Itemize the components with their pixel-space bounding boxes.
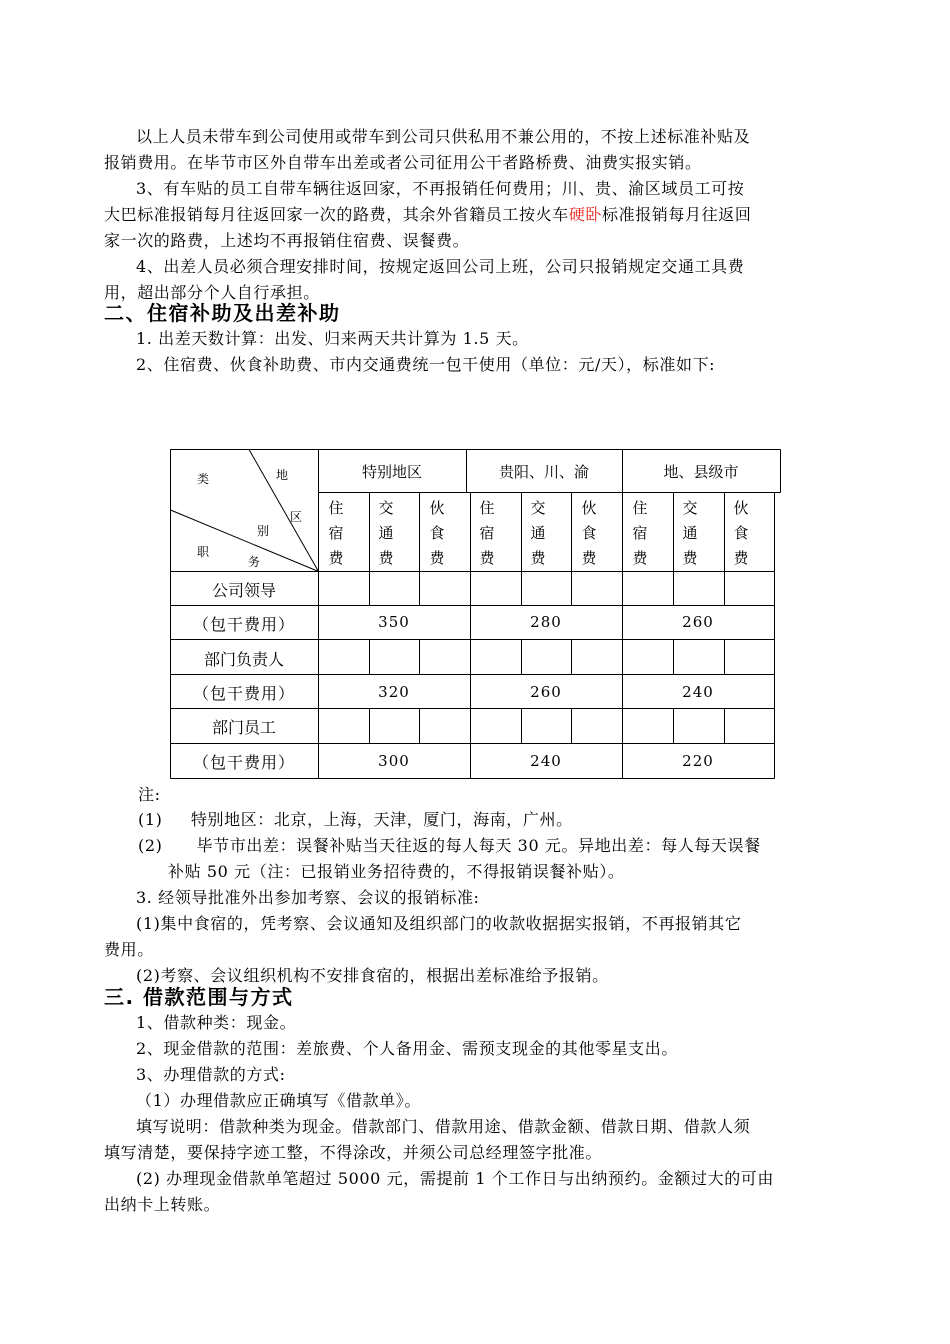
subcol-lodging: 住 宿 费: [479, 499, 495, 567]
corner-zhi: 职: [197, 545, 210, 559]
s3-item3-2-line2: 出纳卡上转账。: [104, 1195, 221, 1214]
s2-item3-1-line1: (1)集中食宿的，凭考察、会议通知及组织部门的收款收据据实报销，不再报销其它: [136, 914, 742, 933]
para2-pre: 大巴标准报销每月往返回家一次的路费，其余外省籍员工按火车: [104, 205, 569, 224]
para1-line1: 以上人员未带车到公司使用或带车到公司只供私用不兼公用的，不按上述标准补贴及: [136, 127, 751, 146]
row-sublabel: （包干费用）: [192, 753, 295, 772]
value-cell: 280: [530, 613, 562, 631]
s3-item3-1: （1）办理借款应正确填写《借款单》。: [136, 1091, 421, 1110]
row-label: 部门负责人: [203, 650, 284, 669]
value-cell: 240: [682, 683, 714, 701]
para1-line2: 报销费用。在毕节市区外自带车出差或者公司征用公干者路桥费、油费实报实销。: [104, 153, 702, 172]
s2-item2: 2、住宿费、伙食补助费、市内交通费统一包干使用（单位：元/天），标准如下:: [136, 355, 716, 374]
s2-item3-2: (2)考察、会议组织机构不安排食宿的，根据出差标准给予报销。: [136, 966, 609, 985]
value-cell: 300: [378, 752, 410, 770]
para2-line3: 家一次的路费，上述均不再报销住宿费、误餐费。: [104, 231, 470, 250]
s2-item1: 1. 出差天数计算：出发、归来两天共计算为 1.5 天。: [136, 329, 529, 348]
subcol-meals: 伙 食 费: [429, 499, 445, 567]
region-header: 地、县级市: [663, 463, 739, 481]
para2-red-highlight: 硬卧: [568, 205, 603, 224]
corner-bie: 别: [257, 524, 270, 538]
value-cell: 260: [682, 613, 714, 631]
value-cell: 220: [682, 752, 714, 770]
subcol-transport: 交 通 费: [530, 499, 546, 567]
subcol-meals: 伙 食 费: [581, 499, 597, 567]
note-2-line1: (2) 毕节市出差：误餐补贴当天往返的每人每天 30 元。异地出差：每人每天误餐: [138, 836, 761, 855]
region-header: 贵阳、川、渝: [498, 463, 589, 481]
s3-item1: 1、借款种类：现金。: [136, 1013, 297, 1032]
value-cell: 320: [378, 683, 410, 701]
row-label: 部门员工: [211, 718, 276, 737]
corner-lei: 类: [197, 472, 210, 486]
note-1: (1) 特别地区：北京，上海，天津，厦门，海南，广州。: [138, 810, 573, 829]
s3-item3-2-line1: (2) 办理现金借款单笔超过 5000 元，需提前 1 个工作日与出纳预约。金额过大的可由: [136, 1169, 774, 1188]
para2-line2: [104, 202, 852, 228]
region-header: 特别地区: [361, 463, 422, 481]
subcol-transport: 交 通 费: [378, 499, 394, 567]
corner-wu: 务: [248, 555, 261, 569]
subcol-meals: 伙 食 费: [733, 499, 749, 567]
s2-item3-1-line2: 费用。: [104, 940, 154, 959]
section2-title: 二、住宿补助及出差补助: [104, 301, 341, 325]
para2-line1: 3、有车贴的员工自带车辆往返回家，不再报销任何费用；川、贵、渝区域员工可按: [136, 179, 745, 198]
s3-fill-line1: 填写说明：借款种类为现金。借款部门、借款用途、借款金额、借款日期、借款人须: [136, 1117, 751, 1136]
value-cell: 350: [378, 613, 410, 631]
section3-title: 三. 借款范围与方式: [104, 985, 294, 1009]
s3-item3: 3、办理借款的方式:: [136, 1065, 286, 1084]
value-cell: 260: [530, 683, 562, 701]
corner-di: 地: [276, 468, 289, 482]
corner-qu: 区: [290, 510, 303, 524]
note-2-line2: 补贴 50 元（注：已报销业务招待费的，不得报销误餐补贴）。: [168, 862, 625, 881]
row-label: 公司领导: [211, 581, 276, 600]
para3-line1: 4、出差人员必须合理安排时间，按规定返回公司上班，公司只报销规定交通工具费: [136, 257, 745, 276]
note-label: 注:: [138, 785, 161, 804]
s2-item3: 3. 经领导批准外出参加考察、会议的报销标准:: [136, 888, 480, 907]
row-sublabel: （包干费用）: [192, 684, 295, 703]
para3-line2: 用，超出部分个人自行承担。: [104, 283, 320, 302]
value-cell: 240: [530, 752, 562, 770]
s3-fill-line2: 填写清楚，要保持字迹工整，不得涂改，并须公司总经理签字批准。: [104, 1143, 603, 1162]
row-sublabel: （包干费用）: [192, 615, 295, 634]
s3-item2: 2、现金借款的范围：差旅费、个人备用金、需预支现金的其他零星支出。: [136, 1039, 678, 1058]
subcol-lodging: 住 宿 费: [632, 499, 648, 567]
para2-post: 标准报销每月往返回: [602, 205, 752, 224]
subcol-lodging: 住 宿 费: [328, 499, 344, 567]
subcol-transport: 交 通 费: [682, 499, 698, 567]
